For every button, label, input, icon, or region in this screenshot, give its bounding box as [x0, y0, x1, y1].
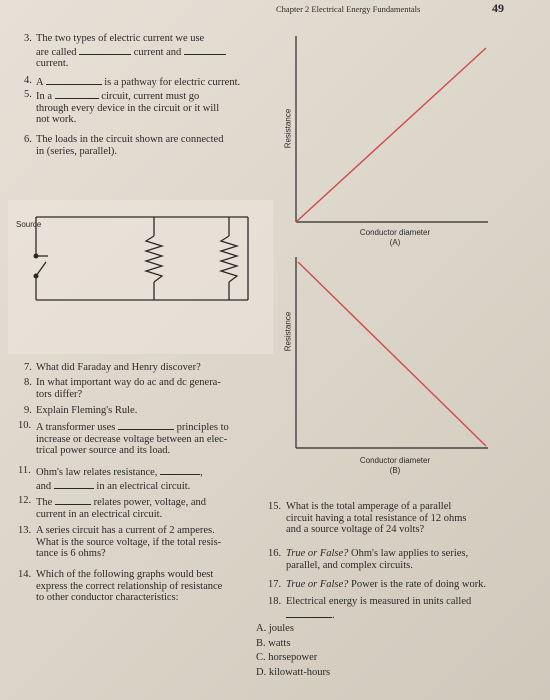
question-6: 6. The loads in the circuit shown are connected in (series, parallel). [24, 134, 224, 157]
question-18: 18. Electrical energy is measured in units called . [268, 596, 472, 621]
q18-choices [256, 622, 330, 680]
graph-a-ylabel: Resistance [283, 108, 293, 149]
graph-b-ylabel: Resistance [283, 311, 293, 352]
question-3: 3. The two types of electric current we use are called current and current. [36, 33, 258, 70]
question-10: 10. A transformer uses principles to increase or decrease voltage between an elec- trical power source and its load. [18, 420, 229, 456]
question-5: 5. In a circuit, current must go through every device in the circuit or it will not work. [24, 89, 220, 125]
choice-d[interactable]: D. kilowatt-hours [256, 666, 331, 678]
graph-a-tag: (A) [389, 238, 401, 247]
graph-b-xlabel: Conductor diameter [359, 456, 431, 465]
question-16: 16. True or False? Ohm's law applies to series, parallel, and complex circuits. [268, 548, 469, 571]
choice-b[interactable]: B. watts [256, 637, 291, 649]
graph-b-line [298, 262, 486, 446]
question-14: 14. Which of the following graphs would best express the correct relationship of resistance to other conductor characteristics: [18, 569, 223, 603]
answer-blank[interactable] [286, 608, 332, 618]
choice-a[interactable]: A. joules [256, 623, 294, 634]
chapter-header: Chapter 2 Electrical Energy Fundamentals [276, 4, 421, 14]
graph-a-line [296, 48, 486, 222]
question-8: 8. In what important way do ac and dc genera- tors differ? [24, 377, 221, 400]
question-17: 17. True or False? Power is the rate of doing work. [268, 579, 487, 590]
question-7: 7. What did Faraday and Henry discover? [24, 362, 201, 373]
source-label: Source [16, 220, 42, 229]
question-15: 15. What is the total amperage of a parallel circuit having a total resistance of 12 ohms and a source voltage of 24 volts? [268, 501, 467, 535]
question-9: 9. Explain Fleming's Rule. [24, 405, 138, 416]
question-11: 11. Ohm's law relates resistance, , and in an electrical circuit. [18, 465, 203, 492]
question-13: 13. A series circuit has a current of 2 amperes. What is the source voltage, if the total resis- tance is 6 ohms? [18, 525, 222, 559]
graph-a-axes [296, 36, 488, 222]
question-12: 12. The relates power, voltage, and current in an electrical circuit. [18, 495, 206, 520]
question-4: 4. A is a pathway for electric current. [24, 75, 241, 88]
graph-b-tag: (B) [389, 466, 401, 475]
choice-c[interactable]: C. horsepower [256, 652, 318, 663]
graph-a-xlabel: Conductor diameter [359, 228, 431, 237]
page-number: 49 [492, 1, 504, 15]
